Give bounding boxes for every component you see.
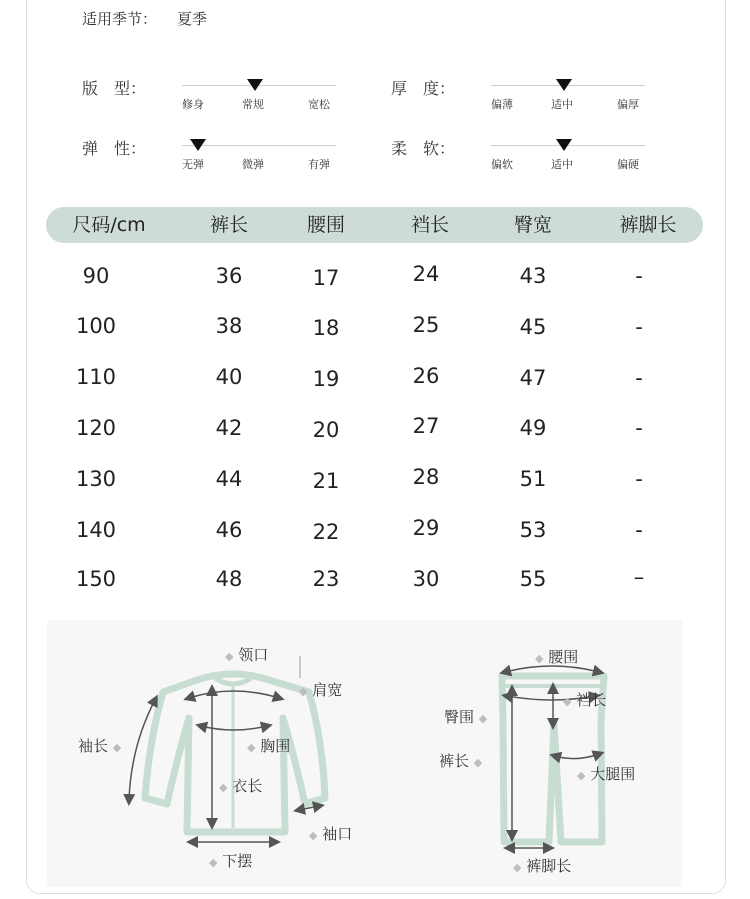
table-cell: 100	[75, 314, 117, 338]
table-cell: -	[635, 518, 643, 542]
waist-callout: ◆ 腰围	[535, 648, 579, 666]
table-cell: 17	[312, 266, 340, 290]
collar-label: 领口	[238, 646, 269, 664]
cuff-callout: ◆ 袖口	[309, 825, 353, 843]
thickness-option-medium: 适中	[551, 98, 573, 111]
header-waist: 腰围	[306, 214, 346, 236]
fit-option-regular: 常规	[242, 98, 264, 111]
table-cell: 140	[75, 518, 117, 542]
table-cell: 48	[215, 567, 243, 591]
softness-option-soft: 偏软	[491, 158, 513, 171]
season-value: 夏季	[177, 10, 208, 28]
chest-label: 胸围	[260, 737, 291, 755]
table-cell: 150	[75, 567, 117, 591]
table-cell: 130	[75, 467, 117, 491]
table-cell: 44	[215, 467, 243, 491]
elasticity-option-slight: 微弹	[242, 158, 264, 171]
season-label: 适用季节：	[82, 10, 158, 28]
table-cell: 28	[412, 465, 440, 489]
table-cell: 90	[82, 264, 110, 288]
hip-label: 臀围	[444, 708, 475, 726]
hem-callout: ◆ 下摆	[209, 852, 253, 870]
table-cell: 25	[412, 313, 440, 337]
fit-label: 版 型：	[82, 79, 147, 98]
table-cell: 36	[215, 264, 243, 288]
softness-label: 柔 软：	[391, 139, 456, 158]
table-cell: 20	[312, 418, 340, 442]
table-cell: 38	[215, 314, 243, 338]
table-cell: 42	[215, 416, 243, 440]
body-length-callout: ◆ 衣长	[219, 777, 263, 795]
thickness-option-thin: 偏薄	[491, 98, 513, 111]
header-size: 尺码/cm	[72, 214, 146, 236]
collar-callout: ◆ 领口	[225, 646, 269, 664]
body-length-label: 衣长	[232, 777, 263, 795]
elasticity-label: 弹 性：	[82, 139, 147, 158]
softness-scale	[491, 139, 645, 169]
table-cell: 43	[519, 264, 547, 288]
thickness-option-thick: 偏厚	[617, 98, 639, 111]
hip-callout: 臀围 ◆	[444, 708, 488, 726]
table-cell: 120	[75, 416, 117, 440]
thickness-label: 厚 度：	[391, 79, 456, 98]
rise-label: 裆长	[576, 691, 607, 709]
hem-label: 下摆	[222, 852, 253, 870]
measurement-diagram	[47, 620, 682, 887]
leg-opening-callout: ◆ 裤脚长	[513, 857, 572, 875]
leg-opening-label: 裤脚长	[526, 857, 572, 875]
cuff-label: 袖口	[322, 825, 353, 843]
table-cell: 24	[412, 262, 440, 286]
table-cell: 51	[519, 467, 547, 491]
table-cell: 55	[519, 567, 547, 591]
elasticity-option-stretch: 有弹	[308, 158, 330, 171]
table-cell: -	[635, 467, 643, 491]
table-cell: 47	[519, 366, 547, 390]
chest-callout: ◆ 胸围	[247, 737, 291, 755]
table-cell: 49	[519, 416, 547, 440]
fit-selected-marker	[247, 79, 263, 91]
table-cell: -	[635, 366, 643, 390]
sleeve-length-callout: 袖长 ◆	[78, 737, 122, 755]
fit-scale	[182, 79, 336, 109]
elasticity-selected-marker	[190, 139, 206, 151]
table-cell: 22	[312, 520, 340, 544]
table-cell: 46	[215, 518, 243, 542]
table-cell: 23	[312, 567, 340, 591]
table-cell: 30	[412, 567, 440, 591]
table-cell: 53	[519, 518, 547, 542]
header-hip-width: 臀宽	[513, 214, 553, 236]
table-cell: 21	[312, 469, 340, 493]
header-rise: 裆长	[410, 214, 450, 236]
table-cell: –	[633, 565, 645, 589]
table-cell: 40	[215, 365, 243, 389]
table-cell: 110	[75, 365, 117, 389]
softness-option-firm: 偏硬	[617, 158, 639, 171]
elasticity-scale	[182, 139, 336, 169]
table-cell: 27	[412, 414, 440, 438]
shoulder-label: 肩宽	[312, 681, 343, 699]
thickness-selected-marker	[556, 79, 572, 91]
pants-length-callout: 裤长 ◆	[439, 752, 483, 770]
table-cell: -	[635, 264, 643, 288]
waist-label: 腰围	[548, 648, 579, 666]
fit-option-slim: 修身	[182, 98, 204, 111]
thigh-label: 大腿围	[590, 765, 636, 783]
elasticity-option-none: 无弹	[182, 158, 204, 171]
table-cell: 19	[312, 367, 340, 391]
thigh-callout: ◆ 大腿围	[577, 765, 636, 783]
header-leg-opening: 裤脚长	[619, 214, 677, 236]
table-cell: 26	[412, 364, 440, 388]
size-table-header	[46, 207, 703, 243]
table-cell: -	[635, 315, 643, 339]
table-cell: 29	[412, 516, 440, 540]
table-cell: 45	[519, 315, 547, 339]
fit-option-loose: 宽松	[308, 98, 330, 111]
softness-option-medium: 适中	[551, 158, 573, 171]
pants-length-label: 裤长	[439, 752, 470, 770]
thickness-scale	[491, 79, 645, 109]
top-garment-outline	[145, 674, 325, 832]
season-row	[82, 8, 207, 29]
rise-callout: ◆ 裆长	[563, 691, 607, 709]
header-pants-length: 裤长	[209, 214, 249, 236]
shoulder-callout: ◆ 肩宽	[299, 681, 343, 699]
softness-selected-marker	[556, 139, 572, 151]
table-cell: -	[635, 416, 643, 440]
sleeve-length-label: 袖长	[78, 737, 109, 755]
table-cell: 18	[312, 316, 340, 340]
garment-illustration	[47, 620, 682, 887]
